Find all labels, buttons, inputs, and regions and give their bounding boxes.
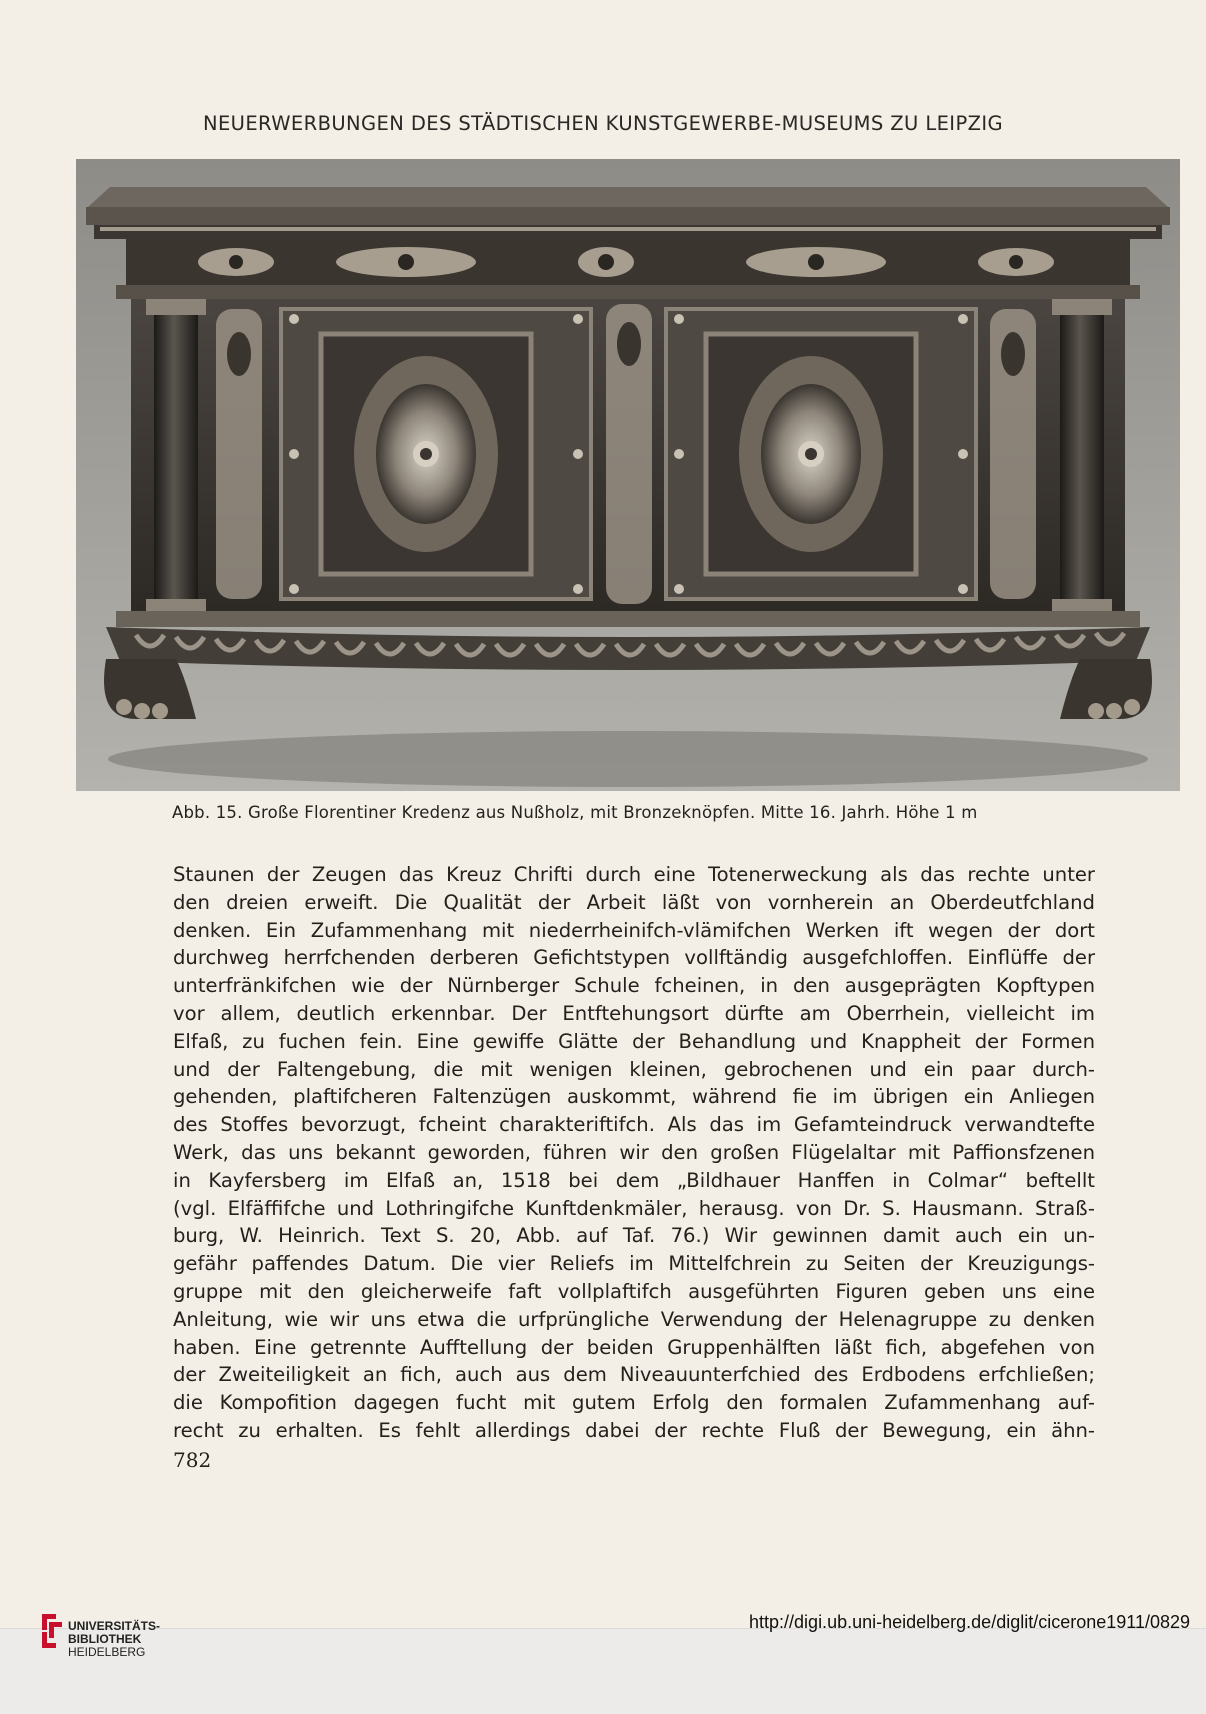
body-line: denken. Ein Zufammenhang mit niederrheinifch-vlämifchen Werken ift wegen der dort	[173, 918, 1095, 942]
body-line: den dreien erweift. Die Qualität der Arbeit läßt von vornherein an Oberdeutfchland	[173, 890, 1095, 914]
credenza-illustration	[76, 159, 1180, 791]
library-name-line: UNIVERSITÄTS-	[68, 1619, 161, 1633]
body-line: durchweg herrfchenden derberen Gefichtstypen vollftändig ausgefchloffen. Einflüffe der	[173, 946, 1095, 970]
body-line: gehenden, plaftifcheren Faltenzügen auskommt, während fie im übrigen ein Anliegen	[173, 1085, 1095, 1109]
body-line: burg, W. Heinrich. Text S. 20, Abb. auf Taf. 76.) Wir gewinnen damit auch ein un-	[173, 1224, 1095, 1248]
library-logo-icon	[40, 1608, 66, 1656]
body-line: vor allem, deutlich erkennbar. Der Entftehungsort dürfte am Oberrhein, vielleicht im	[173, 1001, 1095, 1025]
body-line: Staunen der Zeugen das Kreuz Chrifti durch eine Totenerweckung als das rechte unter	[173, 863, 1095, 886]
body-line: recht zu erhalten. Es fehlt allerdings dabei der rechte Fluß der Bewegung, ein ähn-	[173, 1418, 1095, 1442]
library-name-line: BIBLIOTHEK	[68, 1632, 142, 1646]
footer-bar	[0, 1628, 1206, 1714]
body-line: Werk, das uns bekannt geworden, führen wir den großen Flügelaltar mit Paffionsfzenen	[173, 1140, 1095, 1164]
body-line: und der Faltengebung, die mit wenigen kleinen, gebrochenen und ein paar durch-	[173, 1057, 1095, 1081]
body-text	[173, 861, 1095, 1445]
body-line: der Zweiteiligkeit an fich, auch aus dem Niveauunterfchied des Erdbodens erfchließen;	[173, 1363, 1095, 1387]
body-line: Anleitung, wie wir uns etwa die urfprüngliche Verwendung der Helenagruppe zu denken	[173, 1307, 1095, 1331]
body-line: (vgl. Elfäffifche und Lothringifche Kunftdenkmäler, herausg. von Dr. S. Hausmann. Straß-	[173, 1196, 1095, 1220]
body-line: gruppe mit den gleicherweife faft vollplaftifch ausgeführten Figuren geben uns eine	[173, 1279, 1095, 1303]
body-line: unterfränkifchen wie der Nürnberger Schule fcheinen, in den ausgeprägten Kopftypen	[173, 974, 1095, 998]
running-title: NEUERWERBUNGEN DES STÄDTISCHEN KUNSTGEWERBE-MUSEUMS ZU LEIPZIG	[202, 112, 1004, 135]
figure-photo-credenza	[76, 159, 1180, 791]
page-number: 782	[173, 1448, 212, 1472]
body-line: in Kayfersberg im Elfaß an, 1518 bei dem „Bildhauer Hanffen in Colmar“ beftellt	[173, 1168, 1095, 1192]
body-line: Elfaß, zu fuchen fein. Eine gewiffe Glätte der Behandlung und Knappheit der Formen	[173, 1029, 1095, 1053]
library-name	[68, 1620, 160, 1659]
body-line: des Stoffes bevorzugt, fcheint charakteriftifch. Als das im Gefamteindruck verwandtefte	[173, 1113, 1095, 1137]
body-line: haben. Eine getrennte Aufftellung der beiden Gruppenhälften läßt fich, abgefehen von	[173, 1335, 1095, 1359]
library-name-line: HEIDELBERG	[68, 1645, 146, 1659]
body-line: die Kompofition dagegen fucht mit gutem Erfolg den formalen Zufammenhang auf-	[173, 1391, 1095, 1415]
body-line: gefähr paffendes Datum. Die vier Reliefs im Mittelfchrein zu Seiten der Kreuzigungs-	[173, 1252, 1095, 1276]
figure-caption: Abb. 15. Große Florentiner Kredenz aus Nußholz, mit Bronzeknöpfen. Mitte 16. Jahrh. Höhe 1 m	[172, 803, 978, 822]
permalink-url[interactable]: http://digi.ub.uni-heidelberg.de/diglit/cicerone1911/0829	[749, 1612, 1190, 1632]
